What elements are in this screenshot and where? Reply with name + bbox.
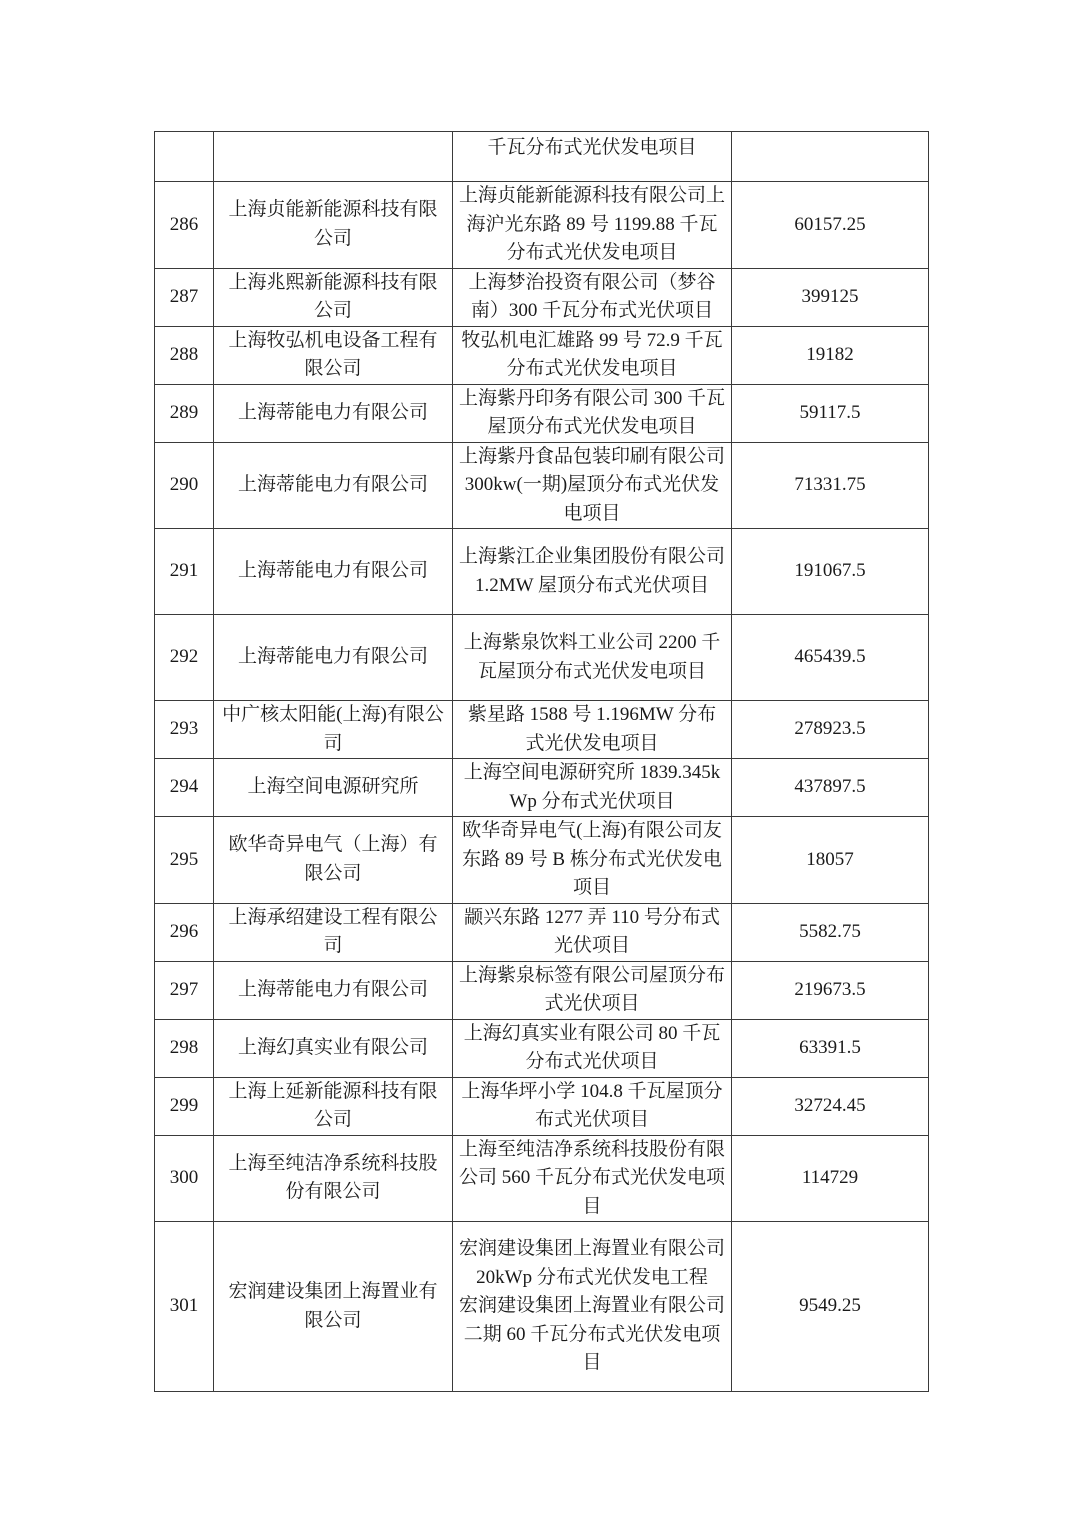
table-row bbox=[155, 529, 929, 615]
project-line: 上海华坪小学 104.8 千瓦屋顶分布式光伏项目 bbox=[461, 1080, 723, 1130]
row-company: 上海贞能新能源科技有限公司 bbox=[214, 182, 453, 269]
row-index: 287 bbox=[155, 268, 214, 326]
row-index bbox=[155, 132, 214, 182]
row-index: 295 bbox=[155, 817, 214, 904]
subsidy-table bbox=[154, 131, 929, 1392]
row-project bbox=[453, 268, 732, 326]
table-row bbox=[155, 268, 929, 326]
row-project bbox=[453, 1019, 732, 1077]
row-amount: 19182 bbox=[732, 326, 929, 384]
table-row bbox=[155, 1222, 929, 1392]
row-project bbox=[453, 817, 732, 904]
row-project bbox=[453, 442, 732, 529]
row-amount bbox=[732, 132, 929, 182]
row-index: 293 bbox=[155, 701, 214, 759]
row-project bbox=[453, 759, 732, 817]
project-line: 上海紫江企业集团股份有限公司 1.2MW 屋顶分布式光伏项目 bbox=[459, 546, 726, 596]
project-line: 千瓦分布式光伏发电项目 bbox=[487, 137, 697, 158]
row-index: 301 bbox=[155, 1222, 214, 1392]
row-company: 上海幻真实业有限公司 bbox=[214, 1019, 453, 1077]
project-line: 欧华奇异电气(上海)有限公司友东路 89 号 B 栋分布式光伏发电项目 bbox=[462, 820, 722, 898]
project-line: 上海幻真实业有限公司 80 千瓦分布式光伏项目 bbox=[463, 1022, 721, 1072]
row-project bbox=[453, 1077, 732, 1135]
table-row bbox=[155, 701, 929, 759]
row-index: 298 bbox=[155, 1019, 214, 1077]
row-project bbox=[453, 701, 732, 759]
row-project bbox=[453, 615, 732, 701]
table-row bbox=[155, 384, 929, 442]
table-row bbox=[155, 182, 929, 269]
row-company: 上海牧弘机电设备工程有限公司 bbox=[214, 326, 453, 384]
row-project bbox=[453, 384, 732, 442]
row-amount: 114729 bbox=[732, 1135, 929, 1222]
table-row bbox=[155, 817, 929, 904]
row-company: 欧华奇异电气（上海）有限公司 bbox=[214, 817, 453, 904]
row-index: 290 bbox=[155, 442, 214, 529]
row-project bbox=[453, 529, 732, 615]
row-project bbox=[453, 132, 732, 182]
row-project bbox=[453, 903, 732, 961]
row-index: 300 bbox=[155, 1135, 214, 1222]
row-amount: 18057 bbox=[732, 817, 929, 904]
row-company: 上海承绍建设工程有限公司 bbox=[214, 903, 453, 961]
table-row bbox=[155, 903, 929, 961]
row-amount: 59117.5 bbox=[732, 384, 929, 442]
row-project bbox=[453, 326, 732, 384]
row-index: 292 bbox=[155, 615, 214, 701]
row-company: 上海上延新能源科技有限公司 bbox=[214, 1077, 453, 1135]
project-line: 上海紫丹食品包装印刷有限公司 300kw(一期)屋顶分布式光伏发电项目 bbox=[459, 445, 726, 524]
row-amount: 437897.5 bbox=[732, 759, 929, 817]
row-amount: 219673.5 bbox=[732, 961, 929, 1019]
project-line: 紫星路 1588 号 1.196MW 分布式光伏发电项目 bbox=[467, 704, 717, 754]
table-row bbox=[155, 326, 929, 384]
table-row bbox=[155, 1135, 929, 1222]
project-line: 上海紫泉饮料工业公司 2200 千瓦屋顶分布式光伏发电项目 bbox=[463, 632, 721, 682]
table-row bbox=[155, 442, 929, 529]
row-company bbox=[214, 132, 453, 182]
row-project bbox=[453, 961, 732, 1019]
row-project bbox=[453, 182, 732, 269]
project-line: 宏润建设集团上海置业有限公司 20kWp 分布式光伏发电工程 bbox=[459, 1238, 726, 1288]
row-company: 中广核太阳能(上海)有限公司 bbox=[214, 701, 453, 759]
project-line: 上海贞能新能源科技有限公司上海沪光东路 89 号 1199.88 千瓦分布式光伏发电项目 bbox=[459, 185, 726, 263]
project-line: 宏润建设集团上海置业有限公司二期 60 千瓦分布式光伏发电项目 bbox=[459, 1295, 726, 1374]
row-amount: 60157.25 bbox=[732, 182, 929, 269]
row-company: 宏润建设集团上海置业有限公司 bbox=[214, 1222, 453, 1392]
table-row bbox=[155, 615, 929, 701]
row-index: 296 bbox=[155, 903, 214, 961]
row-index: 297 bbox=[155, 961, 214, 1019]
row-amount: 63391.5 bbox=[732, 1019, 929, 1077]
row-amount: 399125 bbox=[732, 268, 929, 326]
table-row bbox=[155, 759, 929, 817]
row-project bbox=[453, 1222, 732, 1392]
row-index: 288 bbox=[155, 326, 214, 384]
row-company: 上海蒂能电力有限公司 bbox=[214, 529, 453, 615]
row-amount: 9549.25 bbox=[732, 1222, 929, 1392]
row-amount: 278923.5 bbox=[732, 701, 929, 759]
row-project bbox=[453, 1135, 732, 1222]
project-line: 牧弘机电汇雄路 99 号 72.9 千瓦分布式光伏发电项目 bbox=[461, 329, 723, 379]
project-line: 上海紫丹印务有限公司 300 千瓦屋顶分布式光伏发电项目 bbox=[459, 387, 726, 437]
row-amount: 5582.75 bbox=[732, 903, 929, 961]
row-index: 294 bbox=[155, 759, 214, 817]
row-company: 上海蒂能电力有限公司 bbox=[214, 442, 453, 529]
row-index: 286 bbox=[155, 182, 214, 269]
row-company: 上海至纯洁净系统科技股份有限公司 bbox=[214, 1135, 453, 1222]
row-amount: 465439.5 bbox=[732, 615, 929, 701]
project-line: 上海空间电源研究所 1839.345kWp 分布式光伏项目 bbox=[463, 762, 721, 812]
table-row bbox=[155, 961, 929, 1019]
row-index: 291 bbox=[155, 529, 214, 615]
row-company: 上海蒂能电力有限公司 bbox=[214, 961, 453, 1019]
project-line: 上海梦治投资有限公司（梦谷南）300 千瓦分布式光伏项目 bbox=[468, 271, 716, 321]
row-company: 上海空间电源研究所 bbox=[214, 759, 453, 817]
project-line: 颛兴东路 1277 弄 110 号分布式光伏项目 bbox=[464, 906, 720, 956]
project-line: 上海紫泉标签有限公司屋顶分布式光伏项目 bbox=[459, 964, 726, 1014]
row-index: 289 bbox=[155, 384, 214, 442]
table-row bbox=[155, 1077, 929, 1135]
project-line: 上海至纯洁净系统科技股份有限公司 560 千瓦分布式光伏发电项目 bbox=[459, 1138, 726, 1217]
row-amount: 71331.75 bbox=[732, 442, 929, 529]
row-amount: 32724.45 bbox=[732, 1077, 929, 1135]
row-company: 上海兆熙新能源科技有限公司 bbox=[214, 268, 453, 326]
table-row bbox=[155, 1019, 929, 1077]
row-index: 299 bbox=[155, 1077, 214, 1135]
row-company: 上海蒂能电力有限公司 bbox=[214, 615, 453, 701]
row-company: 上海蒂能电力有限公司 bbox=[214, 384, 453, 442]
table-row-continuation bbox=[155, 132, 929, 182]
row-amount: 191067.5 bbox=[732, 529, 929, 615]
